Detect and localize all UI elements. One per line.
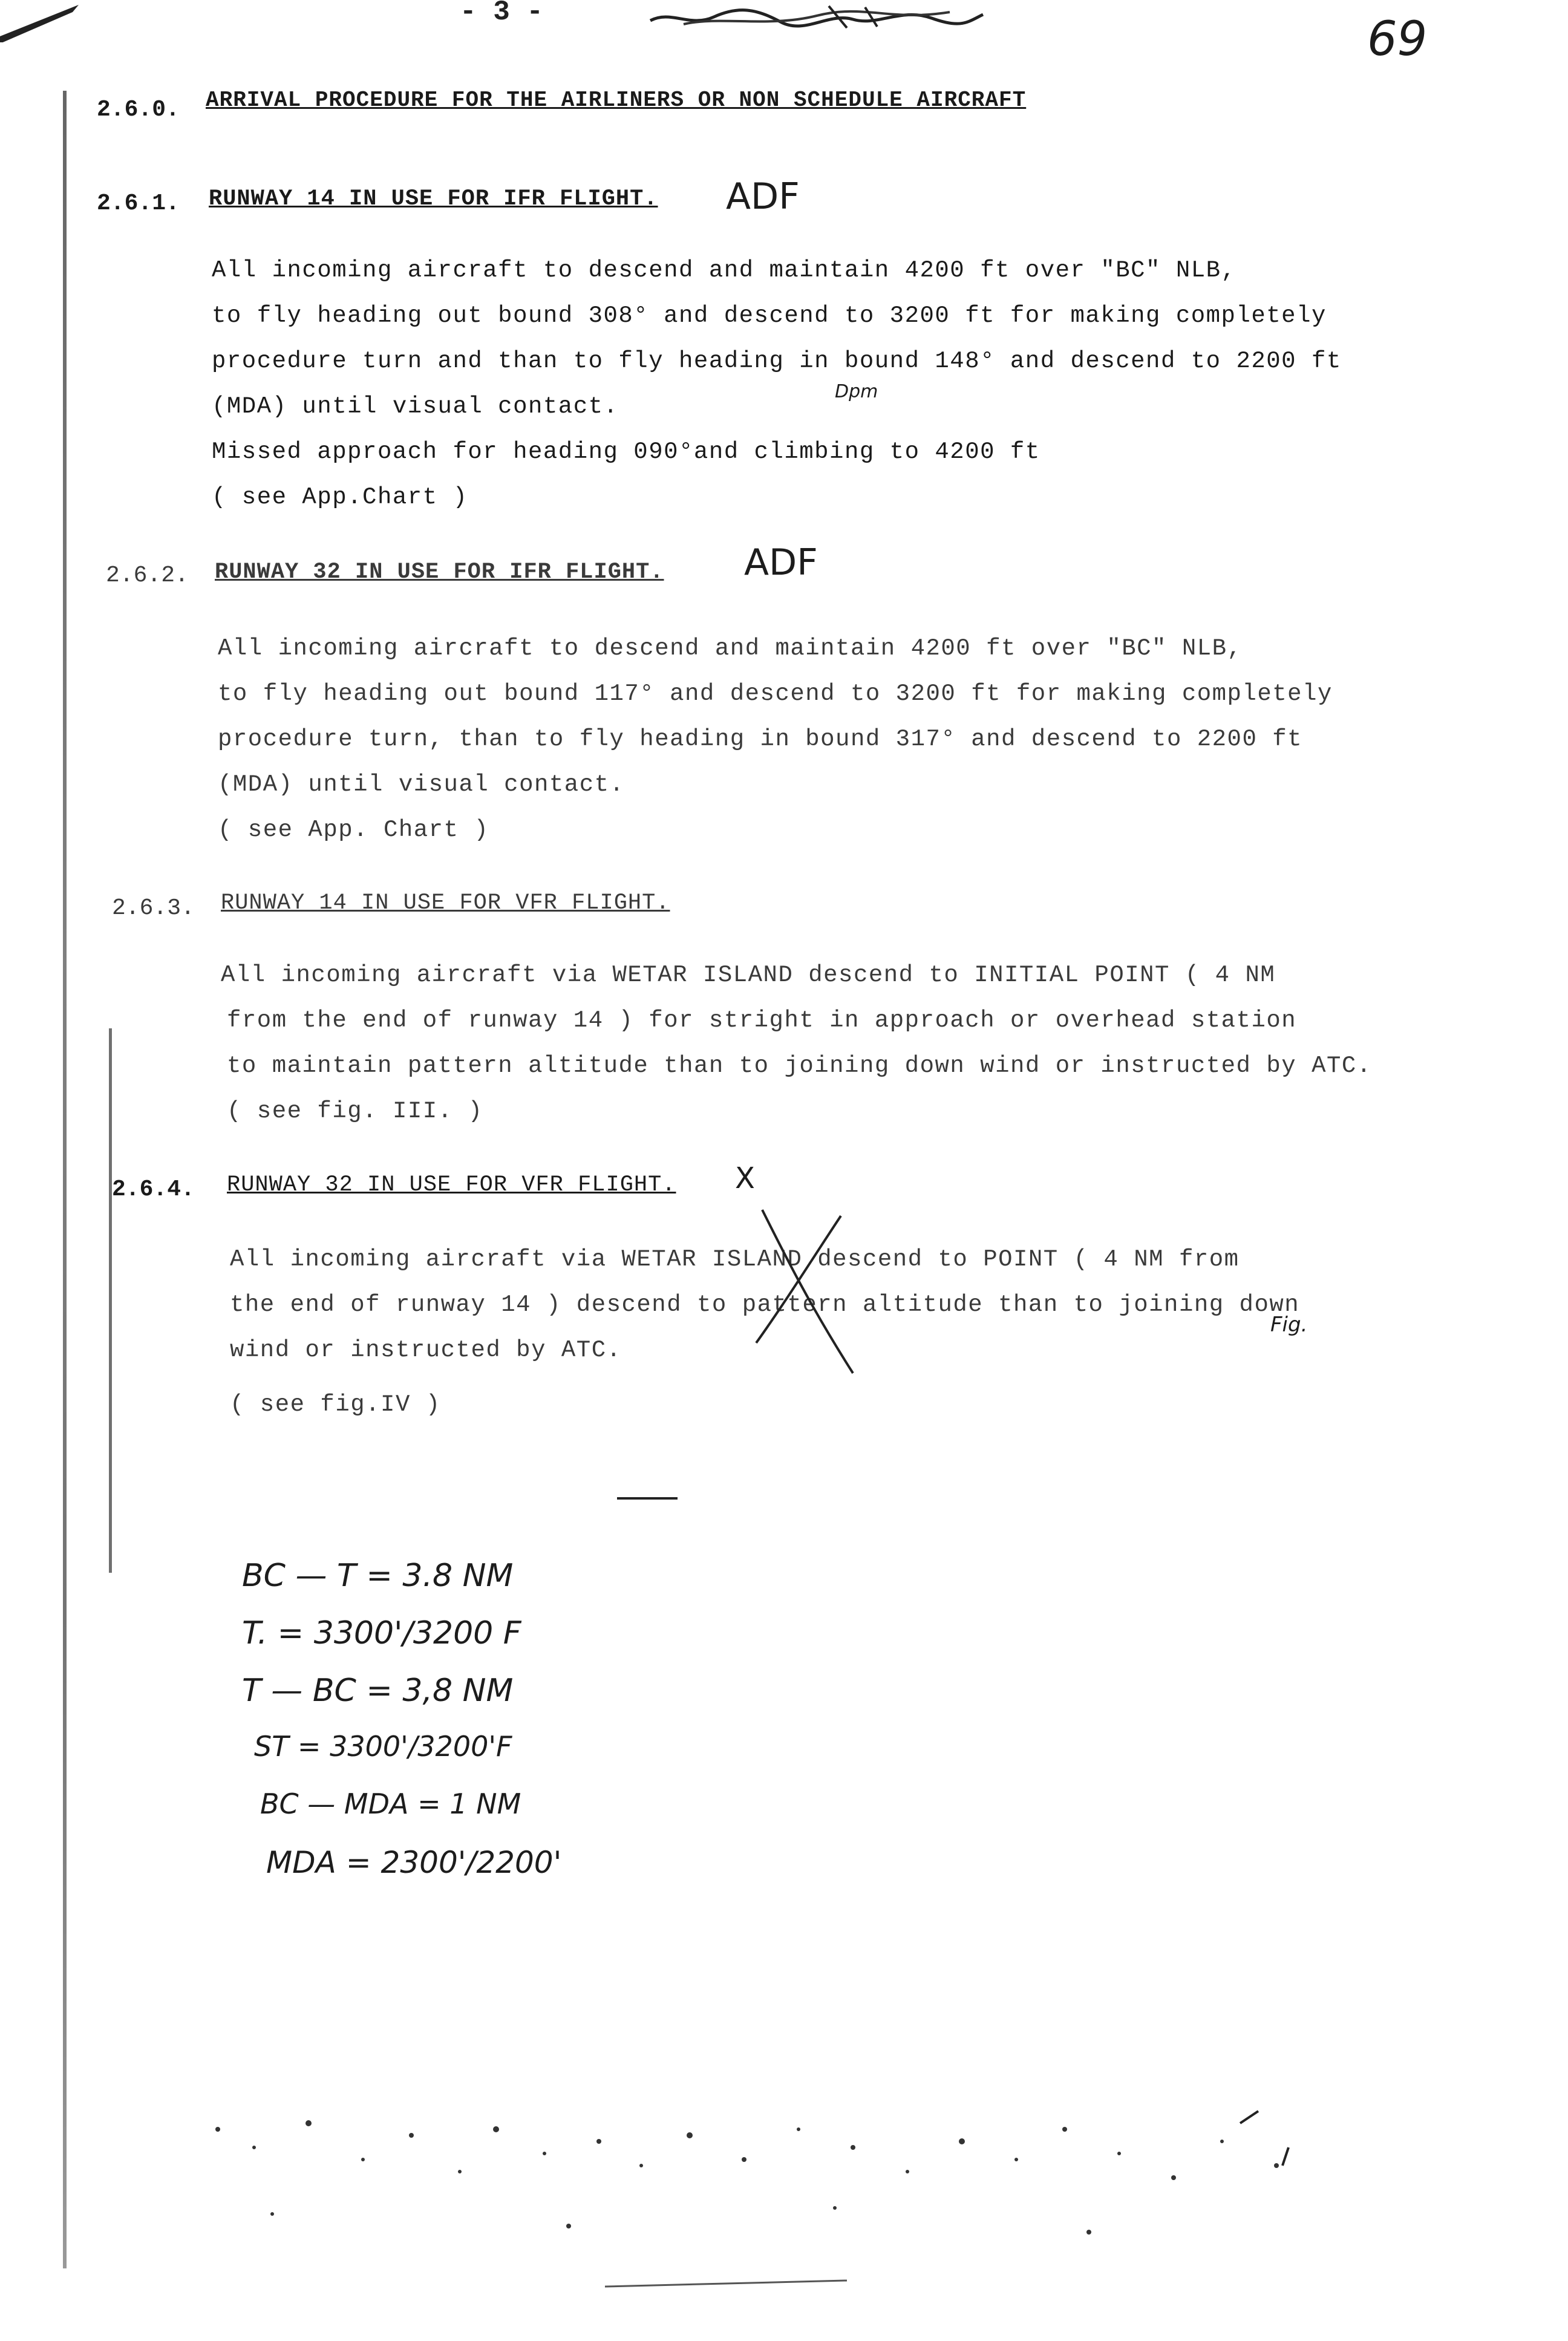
body-line: ( see fig.IV ) (230, 1391, 441, 1418)
handwritten-note: T — BC = 3,8 NM (242, 1673, 514, 1709)
section-number: 2.6.0. (97, 97, 180, 123)
margin-note: Fig. (1270, 1313, 1308, 1337)
body-line: (MDA) until visual contact. (212, 393, 619, 420)
left-margin-shadow (63, 91, 67, 2268)
section-number: 2.6.2. (106, 563, 189, 589)
section-title: RUNWAY 14 IN USE FOR VFR FLIGHT. (221, 890, 670, 916)
handwritten-annotation: ADF (744, 541, 818, 584)
handwritten-note: MDA = 2300'/2200' (266, 1845, 562, 1880)
corner-pen-stroke (0, 0, 85, 42)
divider-line (617, 1497, 678, 1500)
body-line: procedure turn and than to fly heading in bound 148° and descend to 2200 ft (212, 348, 1342, 374)
body-line: to fly heading out bound 117° and descend to 3200 ft for making completely (218, 681, 1333, 707)
handwritten-note: T. = 3300'/3200 F (242, 1615, 521, 1651)
signature-scribble (647, 4, 986, 30)
handwritten-note: BC — T = 3.8 NM (242, 1558, 514, 1594)
handwritten-cross-mark (750, 1204, 859, 1385)
body-line: from the end of runway 14 ) for stright in approach or overhead station (227, 1007, 1297, 1034)
body-line: the end of runway 14 ) descend to pattern altitude than to joining down (230, 1291, 1300, 1318)
handwritten-annotation: X (735, 1161, 755, 1195)
section-title: RUNWAY 32 IN USE FOR IFR FLIGHT. (215, 560, 664, 585)
body-line: procedure turn, than to fly heading in bound 317° and descend to 2200 ft (218, 726, 1303, 753)
body-line: All incoming aircraft via WETAR ISLAND descend to INITIAL POINT ( 4 NM (221, 962, 1276, 988)
section-title: RUNWAY 32 IN USE FOR VFR FLIGHT. (227, 1172, 676, 1198)
scan-speckle (181, 2105, 1331, 2323)
section-title: ARRIVAL PROCEDURE FOR THE AIRLINERS OR NON SCHEDULE AIRCRAFT (206, 88, 1027, 113)
left-margin-shadow-lower (109, 1028, 112, 1573)
body-line: to maintain pattern altitude than to joining down wind or instructed by ATC. (227, 1053, 1372, 1079)
margin-note: Dpm (835, 381, 878, 402)
section-number: 2.6.3. (112, 895, 195, 921)
body-line: ( see fig. III. ) (227, 1098, 483, 1125)
body-line: All incoming aircraft via WETAR ISLAND descend to POINT ( 4 NM from (230, 1246, 1240, 1273)
body-line: wind or instructed by ATC. (230, 1337, 622, 1363)
body-line: All incoming aircraft to descend and maintain 4200 ft over "BC" NLB, (218, 635, 1243, 662)
section-number: 2.6.1. (97, 191, 180, 217)
body-line: All incoming aircraft to descend and maintain 4200 ft over "BC" NLB, (212, 257, 1236, 284)
body-line: Missed approach for heading 090°and climbing to 4200 ft (212, 439, 1040, 465)
handwritten-note: ST = 3300'/3200'F (254, 1730, 512, 1763)
body-line: ( see App.Chart ) (212, 484, 468, 511)
body-line: (MDA) until visual contact. (218, 771, 625, 798)
folio-number: 69 (1367, 12, 1428, 67)
handwritten-annotation: ADF (726, 175, 800, 218)
section-title: RUNWAY 14 IN USE FOR IFR FLIGHT. (209, 186, 658, 212)
handwritten-note: BC — MDA = 1 NM (260, 1788, 521, 1820)
page-number: - 3 - (460, 0, 544, 28)
body-line: to fly heading out bound 308° and descend to 3200 ft for making completely (212, 302, 1327, 329)
section-number: 2.6.4. (112, 1177, 195, 1203)
body-line: ( see App. Chart ) (218, 817, 489, 843)
